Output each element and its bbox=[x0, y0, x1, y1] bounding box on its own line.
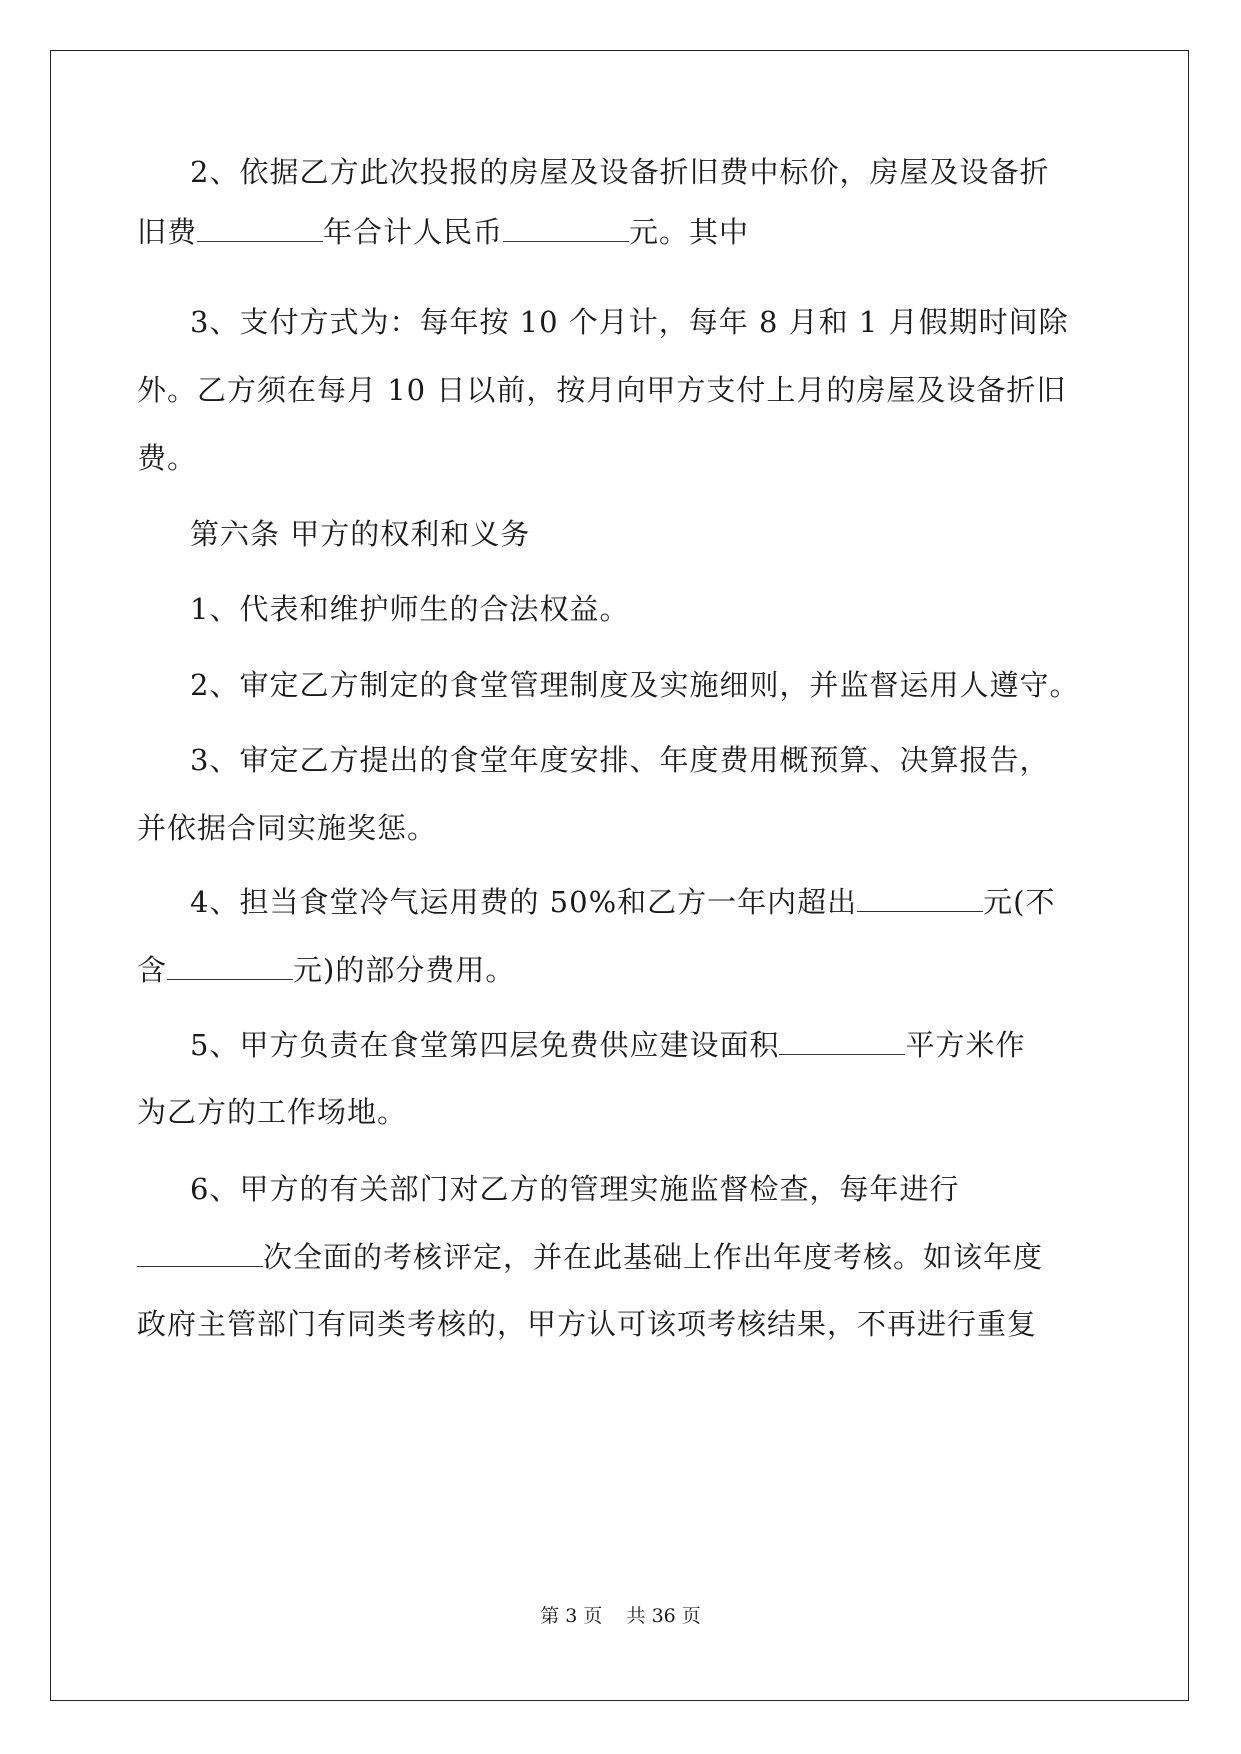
page-total: 共 36 页 bbox=[626, 1605, 701, 1627]
fill-in-blank[interactable] bbox=[503, 213, 629, 242]
text-line: 政府主管部门有同类考核的，甲方认可该项考核结果，不再进行重复 bbox=[137, 1307, 1038, 1341]
text-line: 3、审定乙方提出的食堂年度安排、年度费用概预算、决算报告， bbox=[190, 743, 1050, 777]
section-heading: 第六条 甲方的权利和义务 bbox=[190, 517, 531, 551]
text-line bbox=[190, 1025, 1025, 1065]
text-segment: 元(不 bbox=[983, 885, 1056, 919]
text-segment: 5、甲方负责在食堂第四层免费供应建设面积 bbox=[190, 1028, 780, 1062]
text-line: 6、甲方的有关部门对乙方的管理实施监督检查，每年进行 bbox=[190, 1172, 960, 1206]
fill-in-blank[interactable] bbox=[779, 1026, 905, 1055]
text-line: 2、依据乙方此次投报的房屋及设备折旧费中标价，房屋及设备折 bbox=[190, 155, 1050, 189]
text-line: 1、代表和维护师生的合法权益。 bbox=[190, 592, 630, 626]
text-line: 为乙方的工作场地。 bbox=[137, 1095, 408, 1129]
text-line: 费。 bbox=[137, 441, 198, 475]
text-segment: 元)的部分费用。 bbox=[293, 953, 516, 987]
fill-in-blank[interactable] bbox=[197, 213, 323, 242]
text-line: 2、审定乙方制定的食堂管理制度及实施细则，并监督运用人遵守。 bbox=[190, 668, 1080, 702]
text-segment: 4、担当食堂冷气运用费的 50%和乙方一年内超出 bbox=[190, 885, 858, 919]
text-segment: 年合计人民币 bbox=[323, 215, 504, 249]
fill-in-blank[interactable] bbox=[167, 951, 293, 980]
page-border bbox=[50, 50, 1189, 1701]
text-segment: 含 bbox=[137, 953, 168, 987]
text-segment: 元。其中 bbox=[629, 215, 750, 249]
text-segment: 平方米作 bbox=[905, 1028, 1026, 1062]
text-line: 3、支付方式为：每年按 10 个月计，每年 8 月和 1 月假期时间除 bbox=[190, 305, 1069, 339]
text-line bbox=[137, 950, 515, 990]
text-line bbox=[137, 212, 749, 252]
text-segment: 次全面的考核评定，并在此基础上作出年度考核。如该年度 bbox=[263, 1240, 1044, 1274]
text-line bbox=[190, 882, 1055, 922]
fill-in-blank[interactable] bbox=[137, 1238, 263, 1267]
text-segment: 旧费 bbox=[137, 215, 198, 249]
text-line: 外。乙方须在每月 10 日以前，按月向甲方支付上月的房屋及设备折旧 bbox=[137, 373, 1067, 407]
text-line bbox=[137, 1237, 1043, 1277]
text-line: 并依据合同实施奖惩。 bbox=[137, 811, 438, 845]
fill-in-blank[interactable] bbox=[857, 883, 983, 912]
page-number: 第 3 页 bbox=[540, 1605, 603, 1627]
page-footer bbox=[0, 1604, 1241, 1628]
